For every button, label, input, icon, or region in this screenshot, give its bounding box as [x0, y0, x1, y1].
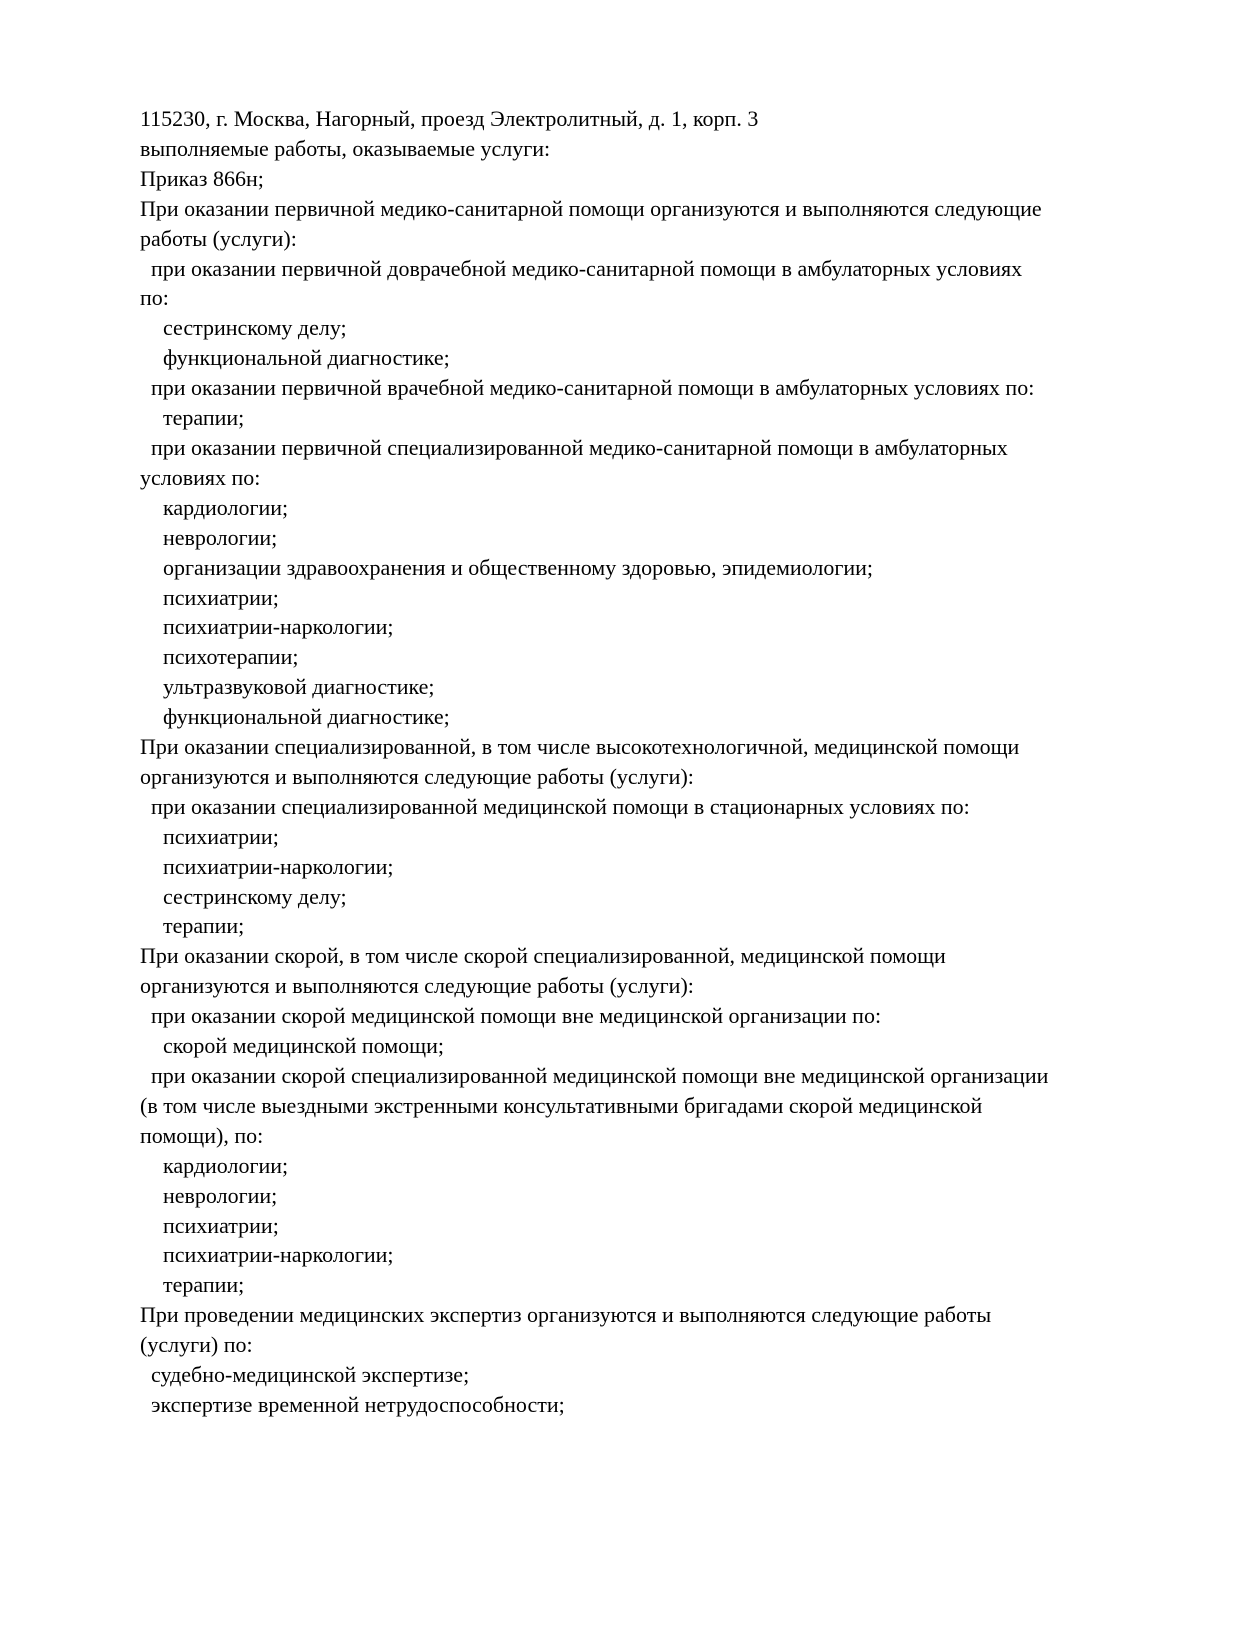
document-text-line: психиатрии; — [163, 584, 279, 610]
document-text-line: кардиологии; — [163, 1152, 289, 1178]
document-text-line: При оказании специализированной, в том числе высокотехнологичной, медицинской помощи — [140, 734, 1020, 760]
document-text-line: психиатрии-наркологии; — [163, 614, 394, 640]
document-text-line: работы (услуги): — [140, 225, 297, 251]
document-text-line: неврологии; — [163, 524, 278, 550]
document-text-line: скорой медицинской помощи; — [163, 1033, 445, 1059]
document-text-line: функциональной диагностике; — [163, 345, 450, 371]
document-text-line: экспертизе временной нетрудоспособности; — [151, 1391, 565, 1417]
document-text-line: При оказании первичной медико-санитарной помощи организуются и выполняются следующие — [140, 195, 1042, 221]
document-text-line: организуются и выполняются следующие работы (услуги): — [140, 973, 694, 999]
document-text-line: при оказании первичной врачебной медико-санитарной помощи в амбулаторных условиях по: — [151, 375, 1035, 401]
document-text-line: психиатрии-наркологии; — [163, 853, 394, 879]
document-text-line: по: — [140, 285, 169, 311]
document-text-line: организации здравоохранения и общественному здоровью, эпидемиологии; — [163, 554, 874, 580]
document-text-line: при оказании первичной доврачебной медико-санитарной помощи в амбулаторных условиях — [151, 255, 1023, 281]
document-text-line: терапии; — [163, 913, 245, 939]
document-text-line: при оказании специализированной медицинской помощи в стационарных условиях по: — [151, 793, 970, 819]
document-text-line: выполняемые работы, оказываемые услуги: — [140, 135, 551, 161]
document-text-line: судебно-медицинской экспертизе; — [151, 1362, 470, 1388]
document-text-line: При проведении медицинских экспертиз организуются и выполняются следующие работы — [140, 1302, 992, 1328]
document-text-line: психиатрии; — [163, 823, 279, 849]
document-text-line: функциональной диагностике; — [163, 704, 450, 730]
document-text-line: терапии; — [163, 405, 245, 431]
document-text-line: (в том числе выездными экстренными консультативными бригадами скорой медицинской — [140, 1092, 983, 1118]
document-text-line: при оказании первичной специализированной медико-санитарной помощи в амбулаторных — [151, 434, 1008, 460]
document-text-line: ультразвуковой диагностике; — [163, 674, 435, 700]
document-text-line: терапии; — [163, 1272, 245, 1298]
document-text-line: сестринскому делу; — [163, 315, 347, 341]
document-text-line: помощи), по: — [140, 1122, 264, 1148]
document-text-line: условиях по: — [140, 464, 261, 490]
document-text-line: при оказании скорой медицинской помощи вне медицинской организации по: — [151, 1003, 882, 1029]
document-text-line: организуются и выполняются следующие работы (услуги): — [140, 763, 694, 789]
document-text-line: сестринскому делу; — [163, 883, 347, 909]
document-text-line: психиатрии-наркологии; — [163, 1242, 394, 1268]
document-text-line: психотерапии; — [163, 644, 299, 670]
document-text-line: при оказании скорой специализированной медицинской помощи вне медицинской организации — [151, 1063, 1049, 1088]
document-text-line: Приказ 866н; — [140, 165, 264, 191]
document-text-line: (услуги) по: — [140, 1332, 253, 1358]
document-text-line: неврологии; — [163, 1182, 278, 1208]
document-text-line: 115230, г. Москва, Нагорный, проезд Электролитный, д. 1, корп. 3 — [140, 106, 759, 131]
document-text-line: При оказании скорой, в том числе скорой специализированной, медицинской помощи — [140, 943, 946, 969]
document-text-line: кардиологии; — [163, 494, 289, 520]
document-text-line: психиатрии; — [163, 1212, 279, 1238]
license-services-text-block — [140, 104, 1150, 1420]
